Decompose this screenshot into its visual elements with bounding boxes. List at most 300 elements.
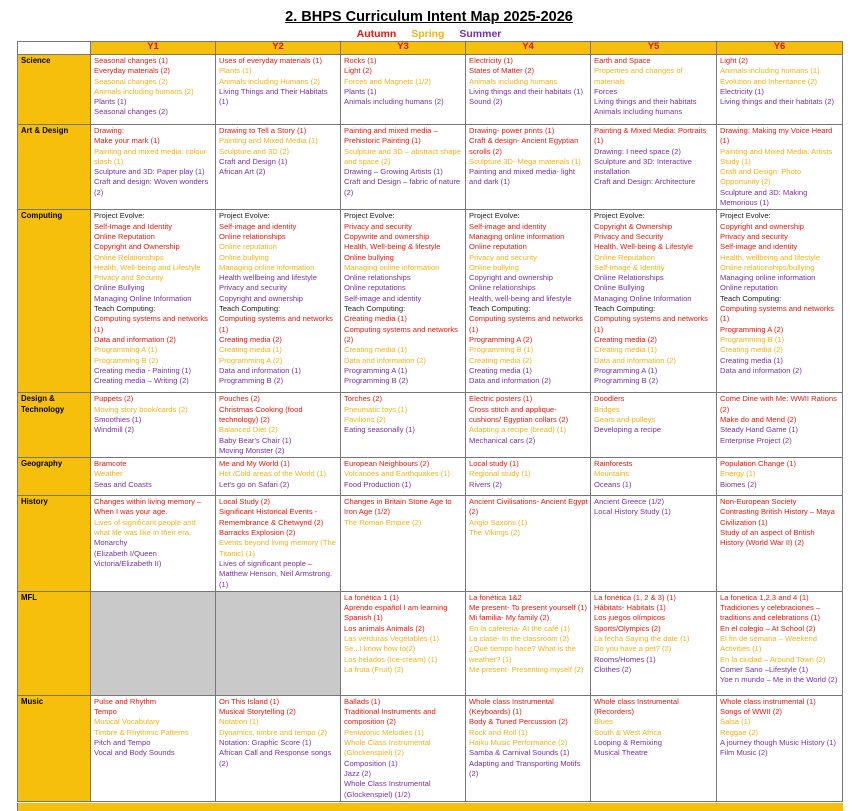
topic-line: Health, Well-being & lifestyle — [344, 242, 441, 252]
topic-line: Teach Computing: — [594, 304, 656, 314]
topic-line: Computing systems and networks (2) — [344, 324, 458, 344]
topic-line: Ancient Civilisations- Ancient Egypt (2) — [469, 497, 588, 517]
topic-line: Programming A (2) — [219, 355, 283, 365]
topic-line: Creating media (1) — [594, 345, 657, 355]
topic-line: (Elizabeth I/Queen Victoria/Elizabeth II) — [94, 548, 162, 568]
topic-line: Notation (1) — [219, 717, 259, 727]
curriculum-cell — [341, 496, 466, 592]
curriculum-cell — [216, 55, 341, 125]
topic-line: Drawing to Tell a Story (1) — [219, 126, 307, 135]
topic-line: Copyright and Ownership — [94, 242, 180, 252]
topic-line: Programming B (2) — [594, 376, 659, 386]
topic-line: Data and information (1) — [219, 365, 301, 375]
topic-line: Creating media (2) — [219, 334, 282, 344]
topic-line: Ballads (1) — [344, 696, 381, 706]
topic-line: Adapting and Transporting Motifs (2) — [469, 758, 581, 778]
curriculum-cell — [341, 55, 466, 125]
topic-line: Craft and Design: Architecture — [594, 177, 696, 187]
topic-line: Clothes (2) — [594, 664, 632, 674]
topic-line: Creating media – Writing (2) — [94, 376, 189, 386]
topic-line: Online Bullying — [94, 283, 145, 293]
topic-line: Electricity (1) — [720, 86, 764, 96]
curriculum-cell — [216, 458, 341, 496]
topic-line: Looping & Remixing — [594, 738, 662, 748]
topic-line: Living things and their habitats — [594, 97, 697, 107]
topic-line: Project Evolve: — [219, 211, 270, 221]
topic-line: Creating media (1) — [344, 314, 407, 324]
topic-line: Seasonal changes (1) — [94, 56, 168, 65]
topic-line: Teach Computing: — [94, 304, 156, 314]
topic-line: Reggae (2) — [720, 727, 758, 737]
year-header: Y4 — [466, 42, 591, 55]
topic-line: Eating seasonally (1) — [344, 425, 415, 435]
curriculum-cell — [717, 125, 843, 210]
topic-line: Painting and mixed media: colour slash (1) — [94, 146, 207, 166]
topic-line: Programming B (1) — [469, 345, 534, 355]
topic-line: Come Dine with Me: WWII Rations (2) — [720, 394, 837, 414]
topic-line: Animals including Humans (2) — [219, 76, 320, 86]
topic-line: Weather — [94, 469, 123, 479]
topic-line: Food Production (1) — [344, 479, 412, 489]
topic-line: Barracks Explosion (2) — [219, 528, 296, 538]
topic-line: Seas and Coasts — [94, 479, 152, 489]
topic-line: Lives of significant people and what life was like in their era. — [94, 517, 196, 538]
topic-line: Painting and mixed media – Prehistoric Painting (1) — [344, 126, 438, 146]
topic-line: Online relationships — [219, 231, 286, 241]
topic-line: Privacy and Security — [594, 231, 664, 241]
year-header: Y2 — [216, 42, 341, 55]
topic-line: Online Reputation — [594, 252, 655, 262]
topic-line: En el colegio – At School (2) — [720, 623, 816, 633]
curriculum-cell — [591, 591, 717, 695]
curriculum-cell — [91, 393, 216, 458]
topic-line: Oceans (1) — [594, 479, 632, 489]
topic-line: Torches (2) — [344, 394, 382, 404]
topic-line: Pouches (2) — [219, 394, 260, 404]
topic-line: Musical Storytelling (2) — [219, 707, 296, 717]
topic-line: Self-Image & Identity — [594, 262, 665, 272]
subject-label: Computing — [18, 210, 91, 393]
topic-line: Whole Class Instrumental (Glockenspiel) (2) — [344, 738, 431, 758]
curriculum-cell — [341, 125, 466, 210]
topic-line: On This Island (1) — [219, 696, 280, 706]
topic-line: Managing online information — [344, 262, 440, 272]
topic-line: Jazz (2) — [344, 768, 372, 778]
year-header: Y6 — [717, 42, 843, 55]
topic-line: Events beyond living memory (The Titanic) (1) — [219, 538, 336, 558]
topic-line: Sculpture and 3D: Interactive installation — [594, 156, 692, 177]
curriculum-cell — [216, 695, 341, 801]
curriculum-cell — [216, 591, 341, 695]
topic-line: Copyright and ownership — [720, 221, 805, 231]
topic-line: Anglo Saxons (1) — [469, 517, 528, 527]
topic-line: Biomes (2) — [720, 479, 757, 489]
page-title: 2. BHPS Curriculum Intent Map 2025-2026 — [285, 9, 573, 25]
topic-line: Craft and Design: Photo Opportunity (2) — [720, 167, 802, 187]
topic-line: Programming B (2) — [94, 355, 159, 365]
topic-line: Data and information (2) — [720, 365, 802, 375]
topic-line: Blues — [594, 717, 613, 727]
curriculum-cell — [591, 393, 717, 458]
topic-line: Managing online information — [720, 273, 816, 283]
topic-line: Electricity (1) — [469, 56, 513, 65]
topic-line: Light (2) — [720, 56, 748, 65]
topic-line: Regional study (1) — [469, 469, 531, 479]
topic-line: Hábitats- Habitats (1) — [594, 603, 666, 613]
topic-line: Programming B (1) — [720, 334, 785, 344]
topic-line: Do you have a pet? (2) — [594, 644, 672, 654]
topic-line: Creating media - Painting (1) — [94, 365, 192, 375]
topic-line: Timbre & Rhythmic Patterns — [94, 727, 189, 737]
curriculum-cell — [341, 458, 466, 496]
topic-line: Drawing: Making my Voice Heard (1) — [720, 126, 833, 146]
topic-line: Pentatonic Melodies (1) — [344, 727, 424, 737]
curriculum-cell — [717, 591, 843, 695]
subject-label: Design & Technology — [18, 393, 91, 458]
topic-line: African Call and Response songs (2) — [219, 748, 332, 768]
topic-line: La fecha Saying the date (1) — [594, 634, 690, 644]
topic-line: Salsa (1) — [720, 717, 751, 727]
topic-line: Balanced Diet (2) — [219, 425, 278, 435]
topic-line: La clase- In the classroom (2) — [469, 634, 570, 644]
topic-line: Programming A (2) — [469, 334, 533, 344]
topic-line: Living things and their habitats (1) — [469, 86, 583, 96]
topic-line: Craft and design: Woven wonders (2) — [94, 177, 209, 197]
topic-line: Teach Computing: — [469, 304, 531, 314]
topic-line: Privacy and security — [469, 252, 537, 262]
subject-row — [18, 496, 843, 592]
topic-line: States of Matter (2) — [469, 66, 534, 76]
topic-line: Earth and Space — [594, 56, 651, 65]
subject-label: MFL — [18, 591, 91, 695]
topic-line: Rivers (2) — [469, 479, 502, 489]
topic-line: Tempo — [94, 707, 117, 717]
year-header-row — [18, 42, 843, 55]
curriculum-table — [17, 41, 843, 802]
topic-line: Online reputations — [344, 283, 406, 293]
curriculum-cell — [591, 458, 717, 496]
topic-line: Sculpture and 3D: Paper play (1) — [94, 167, 205, 177]
topic-line: Programming A (1) — [594, 365, 658, 375]
topic-line: Songs of WWII (2) — [720, 707, 783, 717]
topic-line: Drawing- power prints (1) — [469, 126, 555, 135]
topic-line: Sculpture and 3D (2) — [219, 146, 290, 156]
curriculum-cell — [717, 458, 843, 496]
topic-line: Project Evolve: — [469, 211, 520, 221]
topic-line: Craft & design- Ancient Egyptian scrolls (2) — [469, 136, 579, 156]
topic-line: Privacy and Security — [94, 273, 164, 283]
topic-line: Craft and Design – fabric of nature (2) — [344, 177, 461, 197]
topic-line: Creating media (2) — [720, 345, 783, 355]
topic-line: Creating media (1) — [469, 365, 532, 375]
topic-line: Online reputation — [469, 242, 527, 252]
topic-line: Pavilions (2) — [344, 414, 386, 424]
topic-line: Electric posters (1) — [469, 394, 533, 404]
topic-line: A journey though Music History (1) — [720, 738, 837, 748]
topic-line: Creating media (2) — [594, 334, 657, 344]
topic-line: Privacy and security — [344, 221, 412, 231]
topic-line: Computing systems and networks (1) — [94, 314, 208, 334]
topic-line: Online bullying — [219, 252, 269, 262]
topic-line: Online Reputation — [94, 231, 155, 241]
curriculum-cell — [216, 210, 341, 393]
topic-line: Las verduras Vegetables (1) — [344, 634, 439, 644]
topic-line: Programming B (2) — [344, 376, 409, 386]
topic-line: Bramcote — [94, 459, 127, 469]
topic-line: Film Music (2) — [720, 748, 768, 758]
subject-row — [18, 55, 843, 125]
topic-line: Project Evolve: — [720, 211, 771, 221]
topic-line: Creating media (2) — [469, 355, 532, 365]
curriculum-cell — [216, 125, 341, 210]
curriculum-cell — [466, 591, 591, 695]
topic-line: Health, wellbeing and lifestyle — [720, 252, 821, 262]
topic-line: Creating media (1) — [720, 355, 783, 365]
topic-line: Developing a recipe — [594, 425, 662, 435]
curriculum-cell — [341, 591, 466, 695]
topic-line: Teach Computing: — [720, 293, 782, 303]
topic-line: Forces and Magnets (1/2) — [344, 76, 431, 86]
topic-line: Mi familia- My family (2) — [469, 613, 550, 623]
topic-line: Los juegos olímpicos Sports/Olympics (2) — [594, 613, 665, 633]
topic-line: Plants (1) — [94, 97, 127, 107]
legend-spring: Spring — [411, 28, 445, 40]
subject-row — [18, 210, 843, 393]
topic-line: Musical Theatre — [594, 748, 648, 758]
topic-line: Changes in Britain Stone Age to Iron Age (1/2) — [344, 497, 452, 517]
topic-line: South & West Africa — [594, 727, 662, 737]
topic-line: Me and My World (1) — [219, 459, 290, 469]
topic-line: Enterprise Project (2) — [720, 435, 792, 445]
topic-line: Online reputation — [219, 242, 277, 252]
topic-line: Sculpture and 3D: Making Memorious (1) — [720, 187, 808, 208]
curriculum-cell — [591, 210, 717, 393]
topic-line: Managing Online Information — [594, 293, 692, 303]
topic-line: Drawing – Growing Artists (1) — [344, 167, 443, 177]
topic-line: La fruta (Fruit) (2) — [344, 664, 404, 674]
subject-row — [18, 125, 843, 210]
topic-line: En la ciudad – Around Town (2) — [720, 654, 826, 664]
subject-row — [18, 393, 843, 458]
topic-line: Energy (1) — [720, 469, 756, 479]
topic-line: Sculpture 3D- Mega materials (1) — [469, 156, 581, 166]
year-header: Y3 — [341, 42, 466, 55]
legend-summer: Summer — [459, 28, 502, 40]
topic-line: Sculpture and 3D – abstract shape and space (2) — [344, 146, 461, 166]
topic-line: Gears and pulleys — [594, 414, 656, 424]
topic-line: Puppets (2) — [94, 394, 134, 404]
curriculum-cell — [717, 393, 843, 458]
topic-line: Online relationships/bullying — [720, 262, 815, 272]
topic-line: Mechanical cars (2) — [469, 435, 536, 445]
topic-line: Managing online information — [219, 262, 315, 272]
topic-line: Whole class Instrumental (Keyboards) (1) — [469, 696, 554, 717]
topic-line: Programming B (2) — [219, 376, 284, 386]
topic-line: Managing online information — [469, 231, 565, 241]
topic-line: Haiku Music Performance (2) — [469, 738, 568, 748]
topic-line: Comer Sano –Lifestyle (1) — [720, 664, 809, 674]
topic-line: Local History Study (1) — [594, 507, 671, 517]
topic-line: Animals including humans — [469, 76, 558, 86]
topic-line: Data and information (2) — [94, 334, 176, 344]
topic-line: Privacy and security — [720, 231, 788, 241]
topic-line: ¿Qué tiempo hace? What is the weather? (1) — [469, 644, 576, 664]
topic-line: El fin de semana – Weekend Activities (1) — [720, 634, 817, 654]
curriculum-cell — [91, 496, 216, 592]
topic-line: Self-image and identity — [344, 293, 422, 303]
topic-line: Computing systems and networks (1) — [720, 304, 834, 324]
topic-line: Mountains — [594, 469, 630, 479]
season-legend — [0, 28, 858, 40]
topic-line: Copyright & Ownership — [594, 221, 673, 231]
topic-line: Population Change (1) — [720, 459, 796, 469]
topic-line: Non-European Society — [720, 497, 797, 507]
year-header: Y5 — [591, 42, 717, 55]
topic-line: Changes within living memory – When I was your age. — [94, 497, 202, 517]
curriculum-cell — [717, 210, 843, 393]
topic-line: Painting & Mixed Media: Portraits (1) — [594, 126, 707, 146]
curriculum-cell — [591, 125, 717, 210]
topic-line: La fonética (1, 2 & 3) (1) — [594, 592, 676, 602]
topic-line: Drawing: I need space (2) — [594, 146, 681, 156]
subject-label: Art & Design — [18, 125, 91, 210]
topic-line: Drawing: — [94, 126, 124, 135]
topic-line: Project Evolve: — [594, 211, 645, 221]
topic-line: Seasonal changes (2) — [94, 107, 168, 117]
topic-line: Los animals Animals (2) — [344, 623, 425, 633]
topic-line: Aprendo español I am learning Spanish (1) — [344, 603, 448, 623]
topic-line: Adapting a recipe (bread) (1) — [469, 425, 567, 435]
topic-line: Uses of everyday materials (1) — [219, 56, 322, 65]
topic-line: Pitch and Tempo — [94, 738, 151, 748]
subject-label: History — [18, 496, 91, 592]
topic-line: Online Relationships — [594, 273, 664, 283]
curriculum-cell — [466, 210, 591, 393]
topic-line: Musical Vocabulary — [94, 717, 160, 727]
topic-line: Teach Computing: — [219, 304, 281, 314]
topic-line: Se...I know how to(2) — [344, 644, 416, 654]
topic-line: Cross stitch and applique- cushions/ Egyptian collars (2) — [469, 404, 569, 424]
curriculum-cell — [717, 496, 843, 592]
topic-line: Tradiciones y celebraciones – traditions and celebrations (1) — [720, 603, 821, 623]
topic-line: European Neighbours (2) — [344, 459, 430, 469]
topic-line: Craft and Design (1) — [219, 156, 288, 166]
topic-line: La fonética 1&2 — [469, 592, 522, 602]
topic-line: Online relationships — [469, 283, 536, 293]
topic-line: Painting and Mixed Media (1) — [219, 136, 318, 146]
topic-line: Evolution and Inheritance (2) — [720, 76, 818, 86]
topic-line: Programming A (1) — [94, 345, 158, 355]
topic-line: Composition (1) — [344, 758, 398, 768]
curriculum-cell — [466, 393, 591, 458]
subject-label: Geography — [18, 458, 91, 496]
topic-line: Data and information (2) — [594, 355, 676, 365]
topic-line: Local study (1) — [469, 459, 519, 469]
topic-line: Copyright and ownership — [219, 293, 304, 303]
topic-line: Whole class instrumental (1) — [720, 696, 816, 706]
topic-line: Contrasting British History – Maya Civilization (1) — [720, 507, 835, 527]
curriculum-cell — [591, 695, 717, 801]
topic-line: Online reputation — [720, 283, 778, 293]
topic-line: Living Things and Their Habitats (1) — [219, 86, 328, 107]
topic-line: Plants (1) — [219, 66, 252, 76]
topic-line: Bridges — [594, 404, 620, 414]
curriculum-cell — [216, 496, 341, 592]
topic-line: Self-image and identity — [720, 242, 798, 252]
topic-line: La fonética 1 (1) — [344, 592, 399, 602]
subject-row — [18, 458, 843, 496]
year-header: Y1 — [91, 42, 216, 55]
topic-line: Whole class Instrumental (Recorders) — [594, 696, 679, 717]
curriculum-cell — [466, 125, 591, 210]
topic-line: Programming A (2) — [720, 324, 784, 334]
topic-line: Baby Bear's Chair (1) — [219, 435, 292, 445]
topic-line: Ancient Greece (1/2) — [594, 497, 665, 507]
topic-line: Project Evolve: — [94, 211, 145, 221]
topic-line: Smoothies (1) — [94, 414, 142, 424]
curriculum-cell — [717, 695, 843, 801]
curriculum-cell — [91, 55, 216, 125]
topic-line: Health, Well-being & Lifestyle — [594, 242, 694, 252]
topic-line: Moving story book/cards (2) — [94, 404, 188, 414]
topic-line: Living things and their habitats (2) — [720, 97, 834, 107]
topic-line: Steady Hand Game (1) — [720, 425, 799, 435]
topic-line: Monarchy — [94, 538, 128, 548]
curriculum-cell — [341, 210, 466, 393]
topic-line: Los helados (Ice-cream) (1) — [344, 654, 438, 664]
topic-line: Animals including humans (2) — [344, 97, 444, 107]
topic-line: Me present- Presenting myself (2) — [469, 664, 584, 674]
topic-line: Rainforests — [594, 459, 633, 469]
topic-line: Rooms/Homes (1) — [594, 654, 656, 664]
curriculum-cell — [466, 458, 591, 496]
topic-line: Teach Computing: — [344, 304, 406, 314]
topic-line: Make your mark (1) — [94, 136, 160, 146]
topic-line: Creating media (1) — [219, 345, 282, 355]
topic-line: Data and information (2) — [469, 376, 551, 386]
curriculum-cell — [91, 125, 216, 210]
topic-line: Dynamics, timbre and tempo (2) — [219, 727, 328, 737]
topic-line: Properties and changes of materials — [594, 66, 683, 86]
topic-line: Whole Class Instrumental (Glockenspiel) (1/2) — [344, 779, 431, 799]
topic-line: Moving Monster (2) — [219, 445, 285, 455]
topic-line: The Roman Empire (2) — [344, 517, 422, 527]
topic-line: Online relationships — [344, 273, 411, 283]
topic-line: Animals including humans — [594, 107, 683, 117]
topic-line: Notation: Graphic Score (1) — [219, 738, 312, 748]
topic-line: La fonetica 1,2,3 and 4 (1) — [720, 592, 809, 602]
topic-line: Online Bullying — [594, 283, 645, 293]
topic-line: Significant Historical Events - Remembrance & Chetwynd (2) — [219, 507, 324, 527]
topic-line: Make do and Mend (2) — [720, 414, 797, 424]
topic-line: The Vikings (2) — [469, 528, 520, 538]
topic-line: Study of an aspect of British History (World War II) (2) — [720, 528, 815, 548]
topic-line: Self-Image and Identity — [94, 221, 173, 231]
curriculum-cell — [591, 55, 717, 125]
topic-line: Online Relationships — [94, 252, 164, 262]
topic-line: Computing systems and networks (1) — [594, 314, 708, 334]
topic-line: Privacy and security — [219, 283, 287, 293]
topic-line: Windmill (2) — [94, 425, 135, 435]
topic-line: Pneumatic toys (1) — [344, 404, 408, 414]
topic-line: Project Evolve: — [344, 211, 395, 221]
curriculum-cell — [341, 695, 466, 801]
legend-autumn: Autumn — [356, 28, 397, 40]
curriculum-cell — [466, 496, 591, 592]
topic-line: Doodlers — [594, 394, 625, 404]
topic-line: Health, well-being and lifestyle — [469, 293, 572, 303]
topic-line: Everyday materials (2) — [94, 66, 170, 76]
